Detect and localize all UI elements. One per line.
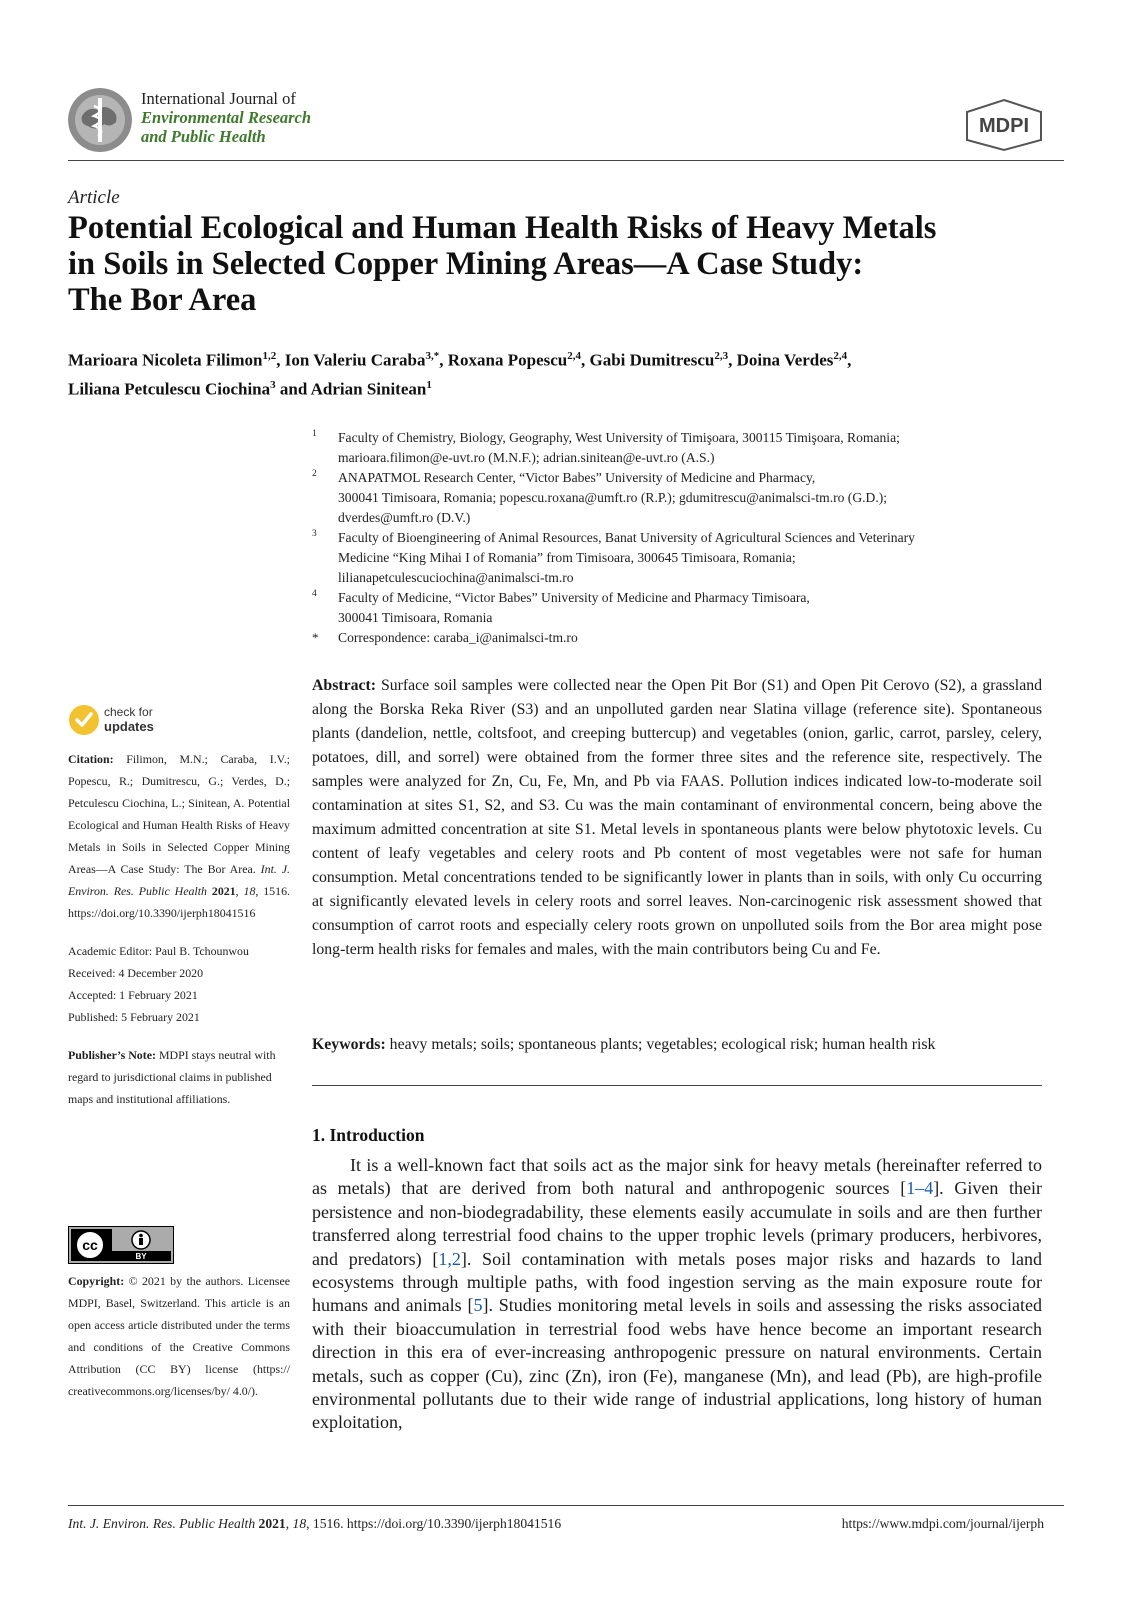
footer-year: 2021 (258, 1516, 286, 1531)
introduction-paragraph (312, 1154, 1042, 1435)
author-affiliation-ref: 3,* (425, 350, 440, 362)
check-updates-line2: updates (104, 719, 154, 734)
author-separator: and (275, 379, 311, 399)
citation-link[interactable]: 5 (473, 1295, 483, 1316)
citation-year: 2021 (211, 884, 236, 898)
journal-logo (68, 88, 132, 152)
author-name[interactable]: Liliana Petculescu Ciochina (68, 379, 271, 399)
author-separator: , (276, 350, 285, 370)
intro-text-segment: ]. Given their persistence and non-biodegradability, these elements easily accumulate in soils and are then further transferred along terrestrial food chains to the upper trophic levels (primary producers, herbivores, and predators) [ (312, 1178, 1042, 1269)
title-line2: in Soils in Selected Copper Mining Areas—A Case Study: (68, 246, 864, 282)
keywords-text: heavy metals; soils; spontaneous plants; vegetables; ecological risk; human health risk (389, 1036, 936, 1053)
received-date: Received: 4 December 2020 (68, 966, 204, 980)
footer-doi[interactable]: , 1516. https://doi.org/10.3390/ijerph18041516 (306, 1516, 562, 1531)
publisher-note-label: Publisher’s Note: (68, 1048, 156, 1062)
citation-doi[interactable]: , 1516. https://doi.org/10.3390/ijerph18041516 (68, 884, 290, 920)
author-affiliation-ref: 2,4 (833, 350, 848, 362)
intro-text-segment: ]. Studies monitoring metal levels in soils and assessing the risks associated with their bioaccumulation in terrestrial food webs have hence become an important research direction in this era of ever-increasing anthropogenic pressure on natural environments. Certain metals, such as copper (Cu), zinc (Zn), iron (Fe), manganese (Mn), and lead (Pb), are high-profile environmental pollutants due to their wide range of industrial applications, long history of human exploitation, (312, 1295, 1042, 1433)
author-separator: , (728, 350, 737, 370)
journal-name-line1: International Journal of (141, 89, 296, 108)
citation-link[interactable]: 1,2 (438, 1248, 461, 1269)
author-list (68, 344, 1068, 401)
affiliation-item (312, 428, 1064, 468)
publisher-note-text: MDPI stays neutral with regard to jurisdictional claims in published maps and institutional affiliations. (68, 1048, 276, 1106)
affiliation-item (312, 528, 1064, 588)
author-name[interactable]: Adrian Sinitean (310, 379, 427, 399)
publisher-note (68, 1044, 290, 1110)
author-name[interactable]: Roxana Popescu (447, 350, 568, 370)
cc-by-label: BY (135, 1252, 147, 1261)
abstract-text: Surface soil samples were collected near the Open Pit Bor (S1) and Open Pit Cerovo (S2), a grassland along the Borska Reka River (S3) and an unpolluted garden near Slatina village (reference site). Spontaneous plants (dandelion, nettle, coltsfoot, and creeping buttercup) and vegetables (onion, garlic, carrot, parsley, celery, potatoes, dill, and sorrel) were obtained from the former three sites and the reference site, respectively. The samples were analyzed for Zn, Cu, Fe, Mn, and Pb via FAAS. Pollution indices indicated low-to-moderate soil contamination at sites S1, S2, and S3. Cu was the main contaminant of environmental concern, being above the maximum admitted concentration at site S1. Metal levels in spontaneous plants were below phytotoxic levels. Cu content of leafy vegetables and celery roots and Pb content of most vegetables were not safe for human consumption. Metal concentrations tended to be significantly lower in plants than in soils, with only Cu occurring at significantly elevated levels in celery roots and sorrel leaves. Non-carcinogenic risk assessment showed that consumption of carrot roots and especially celery roots grown on unpolluted soils from the Bor area might pose long-term health risks for females and males, with the main contributors being Cu and Fe. (312, 677, 1042, 958)
correspondence-mark: * (312, 630, 319, 645)
cc-by-license-badge[interactable] (68, 1226, 174, 1264)
intro-text-segment: ]. Soil contamination with metals poses major risks and hazards to land ecosystems through multiple paths, with food ingestion serving as the main exposure route for humans and animals [ (312, 1248, 1042, 1316)
journal-name-line2: Environmental Research (141, 108, 312, 127)
title-line1: Potential Ecological and Human Health Risks of Heavy Metals (68, 210, 937, 246)
affiliation-line[interactable]: 300041 Timisoara, Romania; popescu.roxana@umft.ro (R.P.); gdumitrescu@animalsci-tm.ro (G.D.); (338, 490, 888, 505)
affiliation-line[interactable]: marioara.filimon@e-uvt.ro (M.N.F.); adrian.sinitean@e-uvt.ro (A.S.) (338, 450, 715, 465)
author-separator: , (439, 350, 448, 370)
abstract-label: Abstract: (312, 677, 377, 694)
author-affiliation-ref: 2,3 (714, 350, 729, 362)
mdpi-logo (964, 98, 1044, 152)
author-separator: , (581, 350, 590, 370)
author-affiliation-ref: 1,2 (262, 350, 277, 362)
check-updates-line1: check for (104, 705, 153, 719)
academic-editor: Academic Editor: Paul B. Tchounwou (68, 944, 249, 958)
header-divider (68, 160, 1064, 161)
section-divider (312, 1085, 1042, 1086)
footer-volume: 18 (292, 1516, 307, 1531)
citation-link[interactable]: 1–4 (906, 1178, 934, 1199)
affiliation-item (312, 588, 1064, 628)
footer-citation: Int. J. Environ. Res. Public Health 2021, 18, 1516. https://doi.org/10.3390/ijerph18041516 (68, 1516, 562, 1531)
footer-divider (68, 1505, 1064, 1506)
article-dates (68, 940, 290, 1028)
cc-icon: cc (82, 1237, 98, 1253)
affiliation-line: 300041 Timisoara, Romania (338, 610, 493, 625)
title-line3: The Bor Area (68, 282, 257, 318)
author-name[interactable]: Ion Valeriu Caraba (284, 350, 426, 370)
journal-name (141, 89, 311, 146)
mdpi-logo-text: MDPI (979, 115, 1029, 137)
affiliation-line: Medicine “King Mihai I of Romania” from Timisoara, 300645 Timisoara, Romania; (338, 550, 796, 565)
affiliation-number: 4 (312, 589, 317, 599)
paper-title (68, 210, 1068, 318)
author-affiliation-ref: 2,4 (567, 350, 581, 362)
author-affiliation-ref: 3 (270, 378, 276, 391)
accepted-date: Accepted: 1 February 2021 (68, 988, 198, 1002)
citation-label: Citation: (68, 752, 114, 766)
author-name[interactable]: Gabi Dumitrescu (589, 350, 715, 370)
article-type: Article (68, 187, 120, 208)
author-affiliation-ref: 1 (426, 378, 432, 391)
affiliation-number: 3 (312, 529, 317, 539)
author-name[interactable]: Doina Verdes (736, 350, 834, 370)
published-date: Published: 5 February 2021 (68, 1010, 200, 1024)
citation-volume: 18 (243, 884, 256, 898)
affiliation-line: ANAPATMOL Research Center, “Victor Babes” University of Medicine and Pharmacy, (338, 470, 816, 485)
author-separator: , (847, 350, 852, 370)
check-for-updates-button[interactable] (68, 702, 178, 738)
affiliation-item (312, 468, 1064, 528)
citation-journal: Int. J. Environ. Res. Public Health (68, 862, 291, 898)
footer-journal: Int. J. Environ. Res. Public Health (68, 1516, 256, 1531)
footer-journal-url[interactable]: https://www.mdpi.com/journal/ijerph (841, 1516, 1044, 1531)
copyright-notice (68, 1270, 290, 1402)
affiliation-line: Faculty of Medicine, “Victor Babes” University of Medicine and Pharmacy Timisoara, (338, 590, 810, 605)
article-info-sidebar (68, 748, 290, 1126)
affiliation-line: Faculty of Chemistry, Biology, Geography, West University of Timişoara, 300115 Timişoara, Romania; (338, 430, 900, 445)
author-name[interactable]: Marioara Nicoleta Filimon (68, 350, 263, 370)
citation: Citation: Filimon, M.N.; Caraba, I.V.; Popescu, R.; Dumitrescu, G.; Verdes, D.; Petculescu Ciochina, L.; Sinitean, A. Potential Ecological and Human Health Risks of Heavy Metals in Soils in Selected Copper Mining Areas—A Case Study: The Bor Area. Int. J. Environ. Res. Public Health 2021, 18, 1516. https://doi.org/10.3390/ijerph18041516 (68, 752, 291, 920)
correspondence (312, 628, 1064, 648)
affiliation-line[interactable]: lilianapetculescuciochina@animalsci-tm.ro (338, 570, 574, 585)
copyright-text: © 2021 by the authors. Licensee MDPI, Basel, Switzerland. This article is an open access article distributed under the terms and conditions of the Creative Commons Attribution (CC BY) license (https:// creativecommons.org/licenses/by/ 4.0/). (68, 1274, 290, 1398)
affiliation-number: 2 (312, 469, 317, 479)
abstract (312, 674, 1042, 962)
correspondence-text[interactable]: Correspondence: caraba_i@animalsci-tm.ro (338, 630, 578, 645)
keywords-label: Keywords: (312, 1036, 386, 1053)
intro-text-segment: It is a well-known fact that soils act as the major sink for heavy metals (hereinafter referred to as metals) that are derived from both natural and anthropogenic sources [ (312, 1155, 1042, 1199)
copyright-label: Copyright: (68, 1274, 125, 1288)
affiliations (312, 428, 1064, 648)
introduction-heading: 1. Introduction (312, 1125, 425, 1145)
affiliation-line[interactable]: dverdes@umft.ro (D.V.) (338, 510, 471, 525)
citation-text: Filimon, M.N.; Caraba, I.V.; Popescu, R.; Dumitrescu, G.; Verdes, D.; Petculescu Ciochina, L.; Sinitean, A. Potential Ecological and Human Health Risks of Heavy Metals in Soils in Selected Copper Mining Areas—A Case Study: The Bor Area. (68, 752, 290, 876)
journal-name-line3: and Public Health (141, 127, 266, 146)
affiliation-number: 1 (312, 429, 317, 439)
keywords (312, 1033, 1042, 1057)
affiliation-line: Faculty of Bioengineering of Animal Resources, Banat University of Agricultural Sciences and Veterinary (338, 530, 915, 545)
